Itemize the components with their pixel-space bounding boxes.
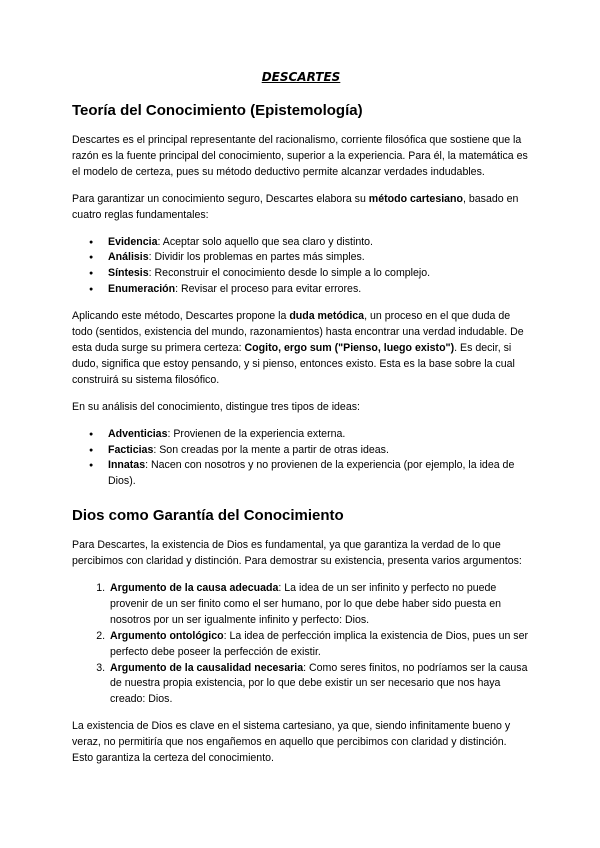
list-item-term: Evidencia xyxy=(108,235,158,248)
list-item-text: : Como seres finitos, no podríamos ser la causa de nuestra propia existencia, por lo que debe existir un ser necesario que nos haya creado: Dios. xyxy=(110,661,528,706)
list-item xyxy=(108,661,530,709)
text-span: , basado en cuatro reglas fundamentales: xyxy=(72,192,519,221)
bold-term: Cogito, ergo sum ("Pienso, luego existo") xyxy=(244,341,455,354)
paragraph-ideas-intro: En su análisis del conocimiento, distingue tres tipos de ideas: xyxy=(72,400,360,413)
list-item xyxy=(108,235,530,251)
list-item-text: : La idea de un ser infinito y perfecto no puede provenir de un ser finito como el ser humano, por lo que debe haber sido puesta en nosotros por un ser igualmente infinito y perfecto: Dios. xyxy=(110,582,502,626)
list-item-term: Síntesis xyxy=(108,267,149,280)
list-item xyxy=(108,629,530,661)
bold-term: duda metódica xyxy=(289,310,365,323)
section-heading-god: Dios como Garantía del Conocimiento xyxy=(72,507,344,525)
list-item xyxy=(108,282,530,298)
rules-list xyxy=(72,235,530,299)
paragraph-conclusion: La existencia de Dios es clave en el sistema cartesiano, ya que, siendo infinitamente bueno y veraz, no permitiría que nos engañemos en aquello que percibimos con claridad y distinción. Esto garantiza la certeza del conocimiento. xyxy=(72,720,511,765)
bold-term: método cartesiano xyxy=(368,192,463,205)
section-heading-epistemology: Teoría del Conocimiento (Epistemología) xyxy=(72,102,363,119)
arguments-list xyxy=(72,581,530,708)
text-span: Aplicando este método, Descartes propone la xyxy=(72,310,290,323)
list-item-term: Argumento ontológico xyxy=(110,629,224,642)
text-span: Para garantizar un conocimiento seguro, Descartes elabora su xyxy=(72,192,369,205)
list-item-text: : Nacen con nosotros y no provienen de la experiencia (por ejemplo, la idea de Dios). xyxy=(108,459,515,488)
paragraph-doubt xyxy=(72,309,530,389)
list-item-text: : Reconstruir el conocimiento desde lo simple a lo complejo. xyxy=(148,267,431,280)
paragraph-rationalism: Descartes es el principal representante del racionalismo, corriente filosófica que sostiene que la razón es la fuente principal del conocimiento, superior a la experiencia. Para él, la matemática es el modelo de certeza, pues su método deductivo permite alcanzar verdades indudables. xyxy=(72,134,528,178)
document-page xyxy=(72,70,530,778)
list-item-text: : Aceptar solo aquello que sea claro y distinto. xyxy=(157,235,374,248)
document-title: DESCARTES xyxy=(261,70,341,84)
list-item-text: : Son creadas por la mente a partir de otras ideas. xyxy=(153,443,389,456)
list-item xyxy=(108,458,530,490)
list-item-term: Argumento de la causalidad necesaria xyxy=(110,661,304,674)
ideas-list xyxy=(72,427,530,491)
list-item xyxy=(108,266,530,282)
list-item-text: : La idea de perfección implica la existencia de Dios, pues un ser perfecto debe poseer la perfección de existir. xyxy=(110,629,529,658)
list-item-term: Innatas xyxy=(108,459,146,472)
list-item xyxy=(108,443,530,459)
list-item-text: : Dividir los problemas en partes más simples. xyxy=(148,251,365,264)
text-span: . Es decir, si dudo, significa que estoy pensando, y si pienso, entonces existo. Esta es la base sobre la cual construirá su sistema filosófico. xyxy=(72,341,515,386)
list-item-text: : Revisar el proceso para evitar errores. xyxy=(175,283,362,296)
paragraph-method xyxy=(72,192,530,224)
list-item-term: Enumeración xyxy=(108,283,176,296)
list-item xyxy=(108,581,530,629)
list-item-text: : Provienen de la experiencia externa. xyxy=(167,427,346,440)
list-item xyxy=(108,427,530,443)
paragraph-god-intro: Para Descartes, la existencia de Dios es fundamental, ya que garantiza la verdad de lo que percibimos con claridad y distinción. Para demostrar su existencia, presenta varios argumentos: xyxy=(72,539,522,568)
list-item-term: Argumento de la causa adecuada xyxy=(110,582,279,595)
list-item-term: Facticias xyxy=(108,443,154,456)
text-span: , un proceso en el que duda de todo (sentidos, existencia del mundo, razonamientos) hasta encontrar una verdad indudable. De esta duda surge su primera certeza: xyxy=(72,310,524,354)
list-item-term: Análisis xyxy=(108,251,149,264)
list-item-term: Adventicias xyxy=(108,427,168,440)
list-item xyxy=(108,250,530,266)
